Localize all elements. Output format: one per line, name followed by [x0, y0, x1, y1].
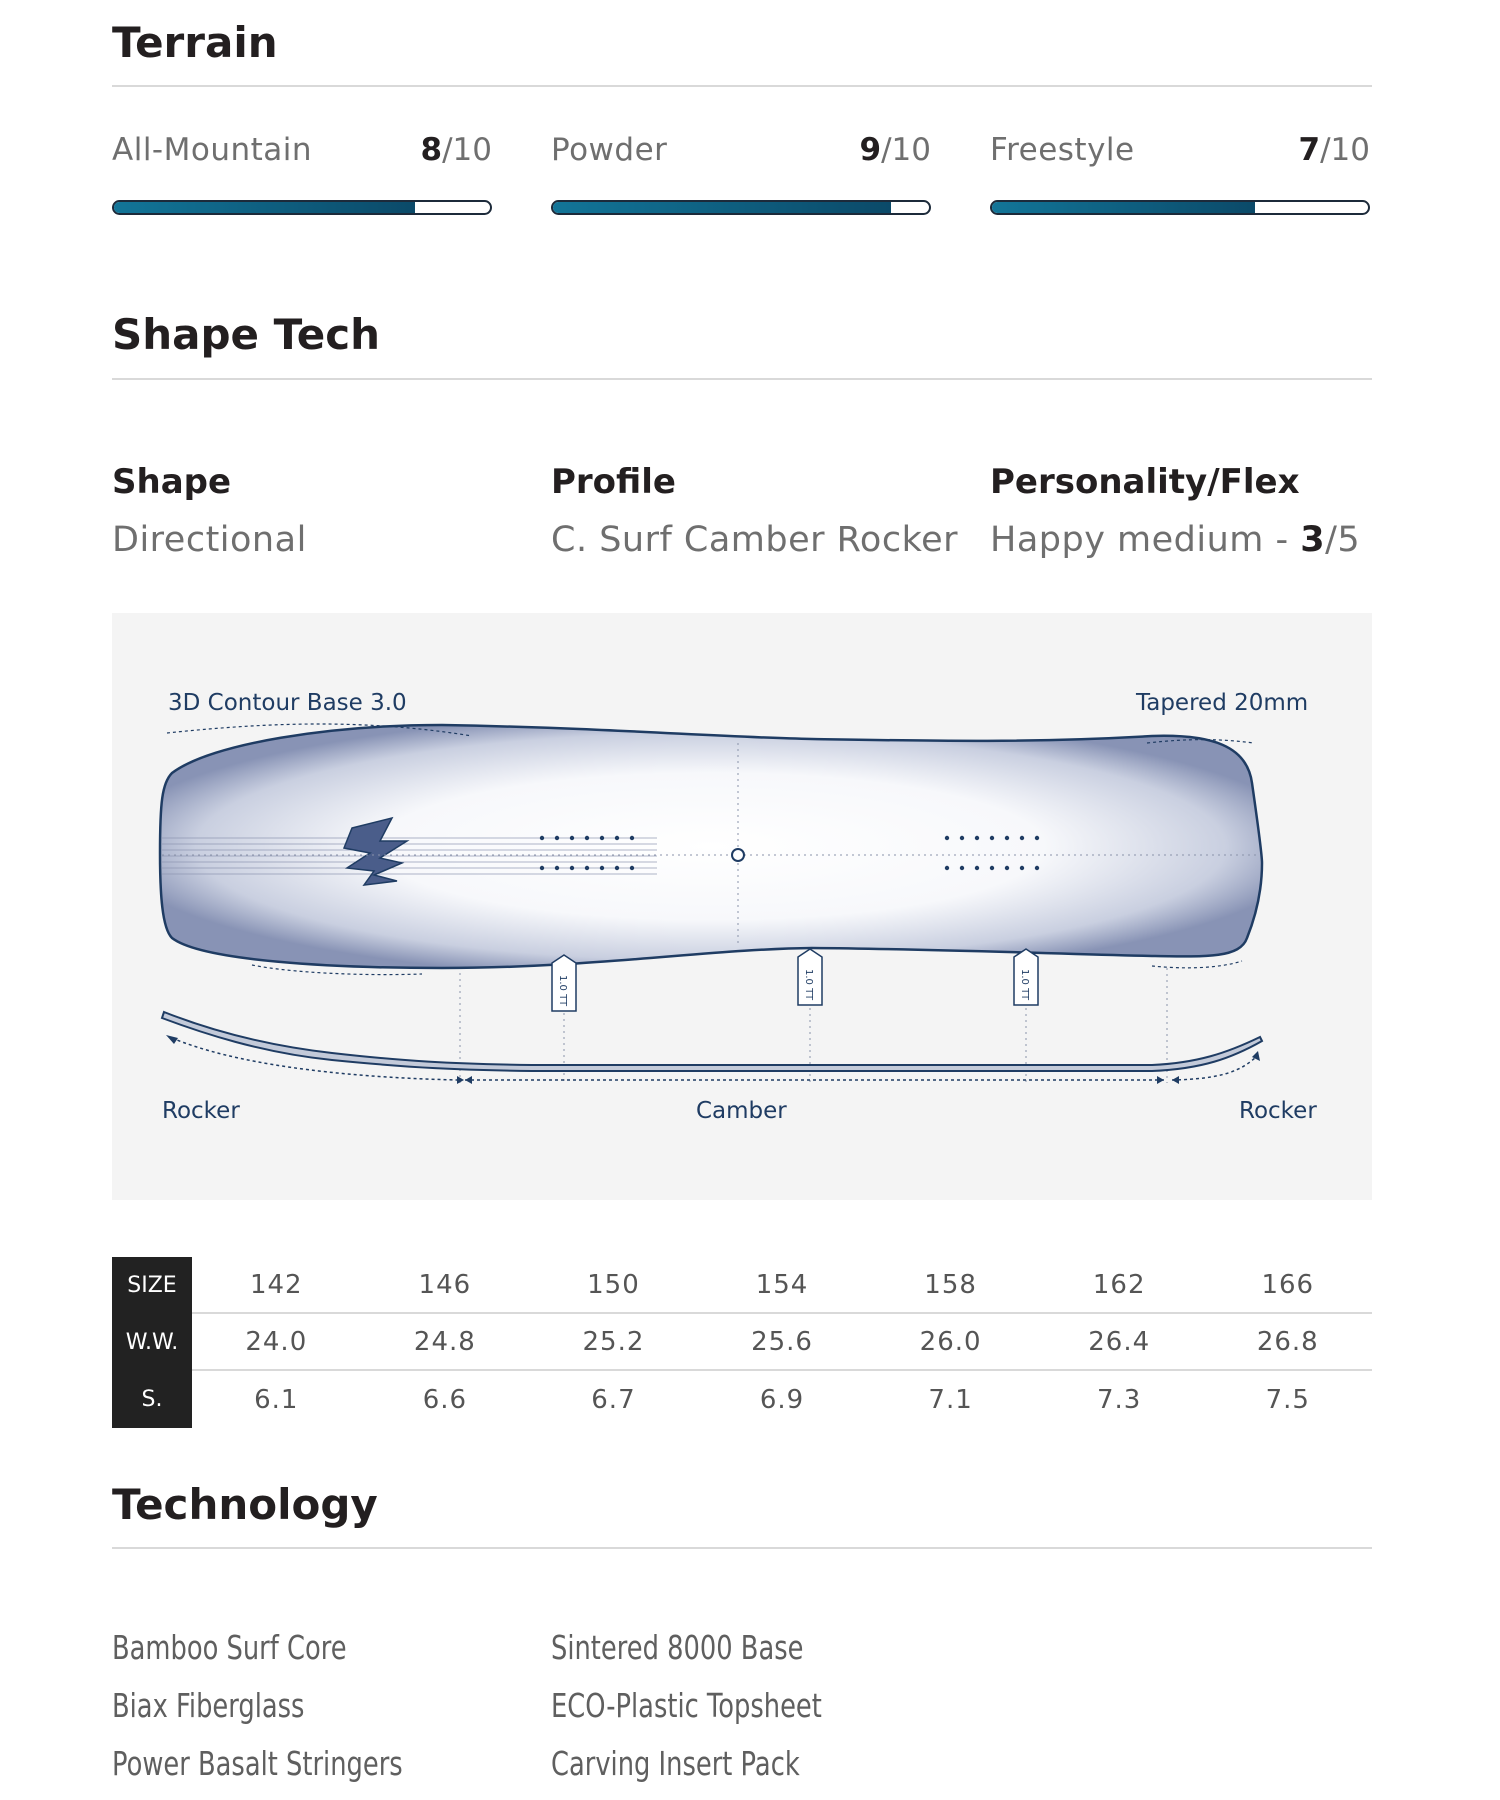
- tech-item: Carving Insert Pack: [551, 1744, 800, 1783]
- table-row: [112, 1314, 1372, 1371]
- tech-item: Bamboo Surf Core: [112, 1628, 347, 1667]
- terrain-score: 7/10: [1298, 132, 1370, 168]
- spec-value: Directional: [112, 520, 307, 560]
- tech-item: Sintered 8000 Base: [551, 1628, 804, 1667]
- side-profile: [162, 1012, 1262, 1071]
- table-cell: 162: [1092, 1269, 1146, 1300]
- terrain-freestyle: [990, 130, 1370, 220]
- table-cell: 150: [587, 1269, 640, 1300]
- terrain-label: Powder: [551, 132, 668, 168]
- table-cell: 24.8: [413, 1326, 476, 1357]
- table-cell: 25.2: [582, 1326, 645, 1357]
- terrain-rating-fill: [114, 202, 415, 213]
- terrain-powder: [551, 130, 931, 220]
- row-header: W.W.: [112, 1314, 192, 1371]
- terrain-rating-fill: [553, 202, 891, 213]
- size-table: [112, 1257, 1372, 1428]
- tag-text: 1.0 TT: [557, 975, 568, 1007]
- table-cell: 7.5: [1265, 1384, 1310, 1415]
- taper-label: Tapered 20mm: [1136, 690, 1309, 716]
- terrain-divider: [112, 85, 1372, 87]
- table-cell: 26.4: [1088, 1326, 1151, 1357]
- tag-text: 1.0 TT: [1019, 969, 1030, 1001]
- terrain-rating-bar: [990, 200, 1370, 215]
- tech-item: ECO-Plastic Topsheet: [551, 1686, 822, 1725]
- table-cell: 142: [249, 1269, 303, 1300]
- table-cell: 166: [1261, 1269, 1315, 1300]
- table-row: [112, 1257, 1372, 1314]
- table-cell: 6.7: [591, 1384, 636, 1415]
- table-cell: 6.6: [422, 1384, 468, 1415]
- contour-base-label: 3D Contour Base 3.0: [168, 690, 407, 716]
- terrain-label: Freestyle: [990, 132, 1135, 168]
- table-cell: 26.0: [919, 1326, 982, 1357]
- technology-divider: [112, 1547, 1372, 1549]
- terrain-rating-bar: [112, 200, 492, 215]
- tech-item: Biax Fiberglass: [112, 1686, 305, 1725]
- spec-heading: Personality/Flex: [990, 462, 1300, 502]
- table-cell: 6.9: [759, 1384, 805, 1415]
- row-header: S.: [112, 1371, 192, 1428]
- terrain-rating-fill: [992, 202, 1255, 213]
- table-cell: 154: [755, 1269, 809, 1300]
- technology-title: Technology: [112, 1480, 378, 1529]
- terrain-rating-bar: [551, 200, 931, 215]
- center-mark-icon: [732, 849, 744, 861]
- camber-label: Camber: [696, 1098, 787, 1124]
- table-cell: 24.0: [245, 1326, 308, 1357]
- terrain-score: 9/10: [859, 132, 931, 168]
- terrain-title: Terrain: [112, 18, 278, 67]
- table-cell: 25.6: [751, 1326, 813, 1357]
- tech-item: Power Basalt Stringers: [112, 1744, 403, 1783]
- table-cell: 6.1: [254, 1384, 299, 1415]
- spec-heading: Profile: [551, 462, 676, 502]
- terrain-label: All-Mountain: [112, 132, 313, 168]
- terrain-score: 8/10: [420, 132, 492, 168]
- table-cell: 158: [924, 1269, 977, 1300]
- tag-text: 1.0 TT: [803, 969, 814, 1001]
- spec-value: C. Surf Camber Rocker: [551, 520, 959, 560]
- terrain-all-mountain: [112, 130, 492, 220]
- spec-heading: Shape: [112, 462, 232, 502]
- core-stripe: [162, 833, 657, 875]
- table-cell: 146: [418, 1269, 472, 1300]
- row-header: SIZE: [112, 1257, 192, 1314]
- table-cell: 26.8: [1256, 1326, 1319, 1357]
- rocker-right-label: Rocker: [1239, 1098, 1317, 1124]
- rocker-left-label: Rocker: [162, 1098, 240, 1124]
- board-profile-diagram: [112, 613, 1372, 1200]
- shape-tech-divider: [112, 378, 1372, 380]
- table-cell: 7.3: [1097, 1384, 1142, 1415]
- table-cell: 7.1: [928, 1384, 973, 1415]
- spec-value: Happy medium - 3/5: [990, 520, 1361, 560]
- shape-tech-title: Shape Tech: [112, 310, 381, 359]
- table-row: [112, 1371, 1372, 1428]
